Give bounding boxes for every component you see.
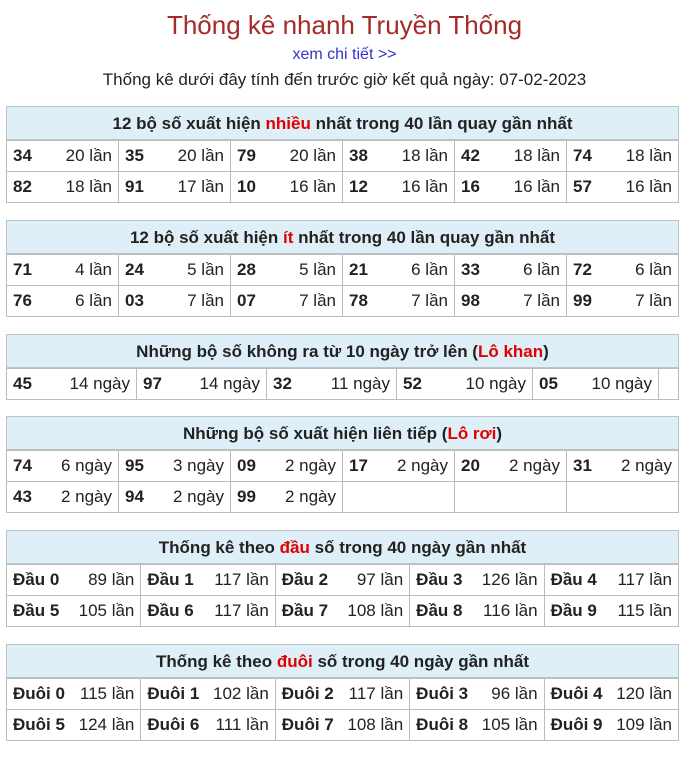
lo-khan-section	[6, 334, 679, 400]
stat-cell: 71 4 lần	[13, 260, 112, 279]
lo-roi-table	[6, 450, 679, 513]
stat-cell: Đuôi 4 120 lần	[550, 684, 672, 703]
stat-cell: 79 20 lần	[237, 146, 336, 165]
stat-cell: Đầu 6 117 lần	[147, 601, 269, 620]
stat-cell: Đuôi 5 124 lần	[13, 715, 135, 734]
lo-khan-table	[6, 368, 679, 400]
stat-cell: 12 16 lần	[349, 177, 448, 196]
stat-cell: 32 11 ngày	[273, 374, 390, 393]
section-heading: 12 bộ số xuất hiện nhiều nhất trong 40 lần quay gần nhất	[6, 106, 679, 140]
dau-section	[6, 530, 679, 627]
stat-cell: 31 2 ngày	[573, 456, 672, 475]
stat-cell: 16 16 lần	[461, 177, 560, 196]
stat-cell: 52 10 ngày	[403, 374, 526, 393]
stat-cell: 03 7 lần	[125, 291, 224, 310]
stat-cell: Đuôi 3 96 lần	[416, 684, 538, 703]
stat-cell: 24 5 lần	[125, 260, 224, 279]
stat-cell: 28 5 lần	[237, 260, 336, 279]
stat-cell: 99 2 ngày	[237, 487, 336, 506]
stat-cell: Đầu 0 89 lần	[13, 570, 135, 589]
dau-table	[6, 564, 679, 627]
stat-cell: 98 7 lần	[461, 291, 560, 310]
stat-cell: 95 3 ngày	[125, 456, 224, 475]
stat-cell: 97 14 ngày	[143, 374, 260, 393]
stat-cell: Đầu 2 97 lần	[281, 570, 404, 589]
page-subtitle: Thống kê dưới đây tính đến trước giờ kết quả ngày: 07-02-2023	[102, 70, 587, 89]
empty-cell	[659, 369, 679, 400]
stat-cell: 74 6 ngày	[13, 456, 112, 475]
stat-cell: Đuôi 0 115 lần	[13, 684, 135, 703]
empty-cell	[455, 482, 567, 513]
stat-cell: 38 18 lần	[349, 146, 448, 165]
stat-cell: Đuôi 7 108 lần	[281, 715, 404, 734]
stat-cell: Đuôi 9 109 lần	[550, 715, 672, 734]
section-heading: Thống kê theo đuôi số trong 40 ngày gần nhất	[6, 644, 679, 678]
stat-cell: 78 7 lần	[349, 291, 448, 310]
stat-cell: 42 18 lần	[461, 146, 560, 165]
least-frequent-table	[6, 254, 679, 317]
stat-cell: 82 18 lần	[13, 177, 112, 196]
stat-cell: 07 7 lần	[237, 291, 336, 310]
stat-cell: 91 17 lần	[125, 177, 224, 196]
stat-cell: Đuôi 1 102 lần	[147, 684, 269, 703]
stat-cell: 76 6 lần	[13, 291, 112, 310]
stat-cell: 72 6 lần	[573, 260, 672, 279]
duoi-table	[6, 678, 679, 741]
section-heading: Thống kê theo đầu số trong 40 ngày gần nhất	[6, 530, 679, 564]
stat-cell: 09 2 ngày	[237, 456, 336, 475]
section-heading: Những bộ số xuất hiện liên tiếp (Lô rơi)	[6, 416, 679, 450]
empty-cell	[343, 482, 455, 513]
stat-cell: Đầu 3 126 lần	[416, 570, 538, 589]
detail-link[interactable]: xem chi tiết >>	[292, 46, 397, 63]
empty-cell	[567, 482, 679, 513]
stat-cell: 20 2 ngày	[461, 456, 560, 475]
stat-cell: 99 7 lần	[573, 291, 672, 310]
stat-cell: Đầu 9 115 lần	[550, 601, 672, 620]
stat-cell: Đuôi 8 105 lần	[416, 715, 538, 734]
stat-cell: Đầu 7 108 lần	[281, 601, 404, 620]
stat-cell: Đuôi 6 111 lần	[147, 715, 269, 734]
stat-cell: 34 20 lần	[13, 146, 112, 165]
most-frequent-table	[6, 140, 679, 203]
stat-cell: 21 6 lần	[349, 260, 448, 279]
stat-cell: 35 20 lần	[125, 146, 224, 165]
stat-cell: Đầu 4 117 lần	[550, 570, 672, 589]
stat-cell: 43 2 ngày	[13, 487, 112, 506]
stat-cell: 94 2 ngày	[125, 487, 224, 506]
duoi-section	[6, 644, 679, 741]
stat-cell: Đầu 1 117 lần	[147, 570, 269, 589]
least-frequent-section	[6, 220, 679, 317]
lo-roi-section	[6, 416, 679, 513]
stat-cell: 10 16 lần	[237, 177, 336, 196]
most-frequent-section	[6, 106, 679, 203]
stat-cell: 17 2 ngày	[349, 456, 448, 475]
stat-cell: 33 6 lần	[461, 260, 560, 279]
stat-cell: 74 18 lần	[573, 146, 672, 165]
stat-cell: Đầu 8 116 lần	[416, 601, 538, 620]
section-heading: 12 bộ số xuất hiện ít nhất trong 40 lần quay gần nhất	[6, 220, 679, 254]
section-heading: Những bộ số không ra từ 10 ngày trở lên (Lô khan)	[6, 334, 679, 368]
stat-cell: 57 16 lần	[573, 177, 672, 196]
page-title: Thống kê nhanh Truyền Thống	[166, 10, 523, 40]
stat-cell: 45 14 ngày	[13, 374, 130, 393]
stat-cell: Đuôi 2 117 lần	[281, 684, 404, 703]
stat-cell: 05 10 ngày	[539, 374, 652, 393]
stat-cell: Đầu 5 105 lần	[13, 601, 135, 620]
